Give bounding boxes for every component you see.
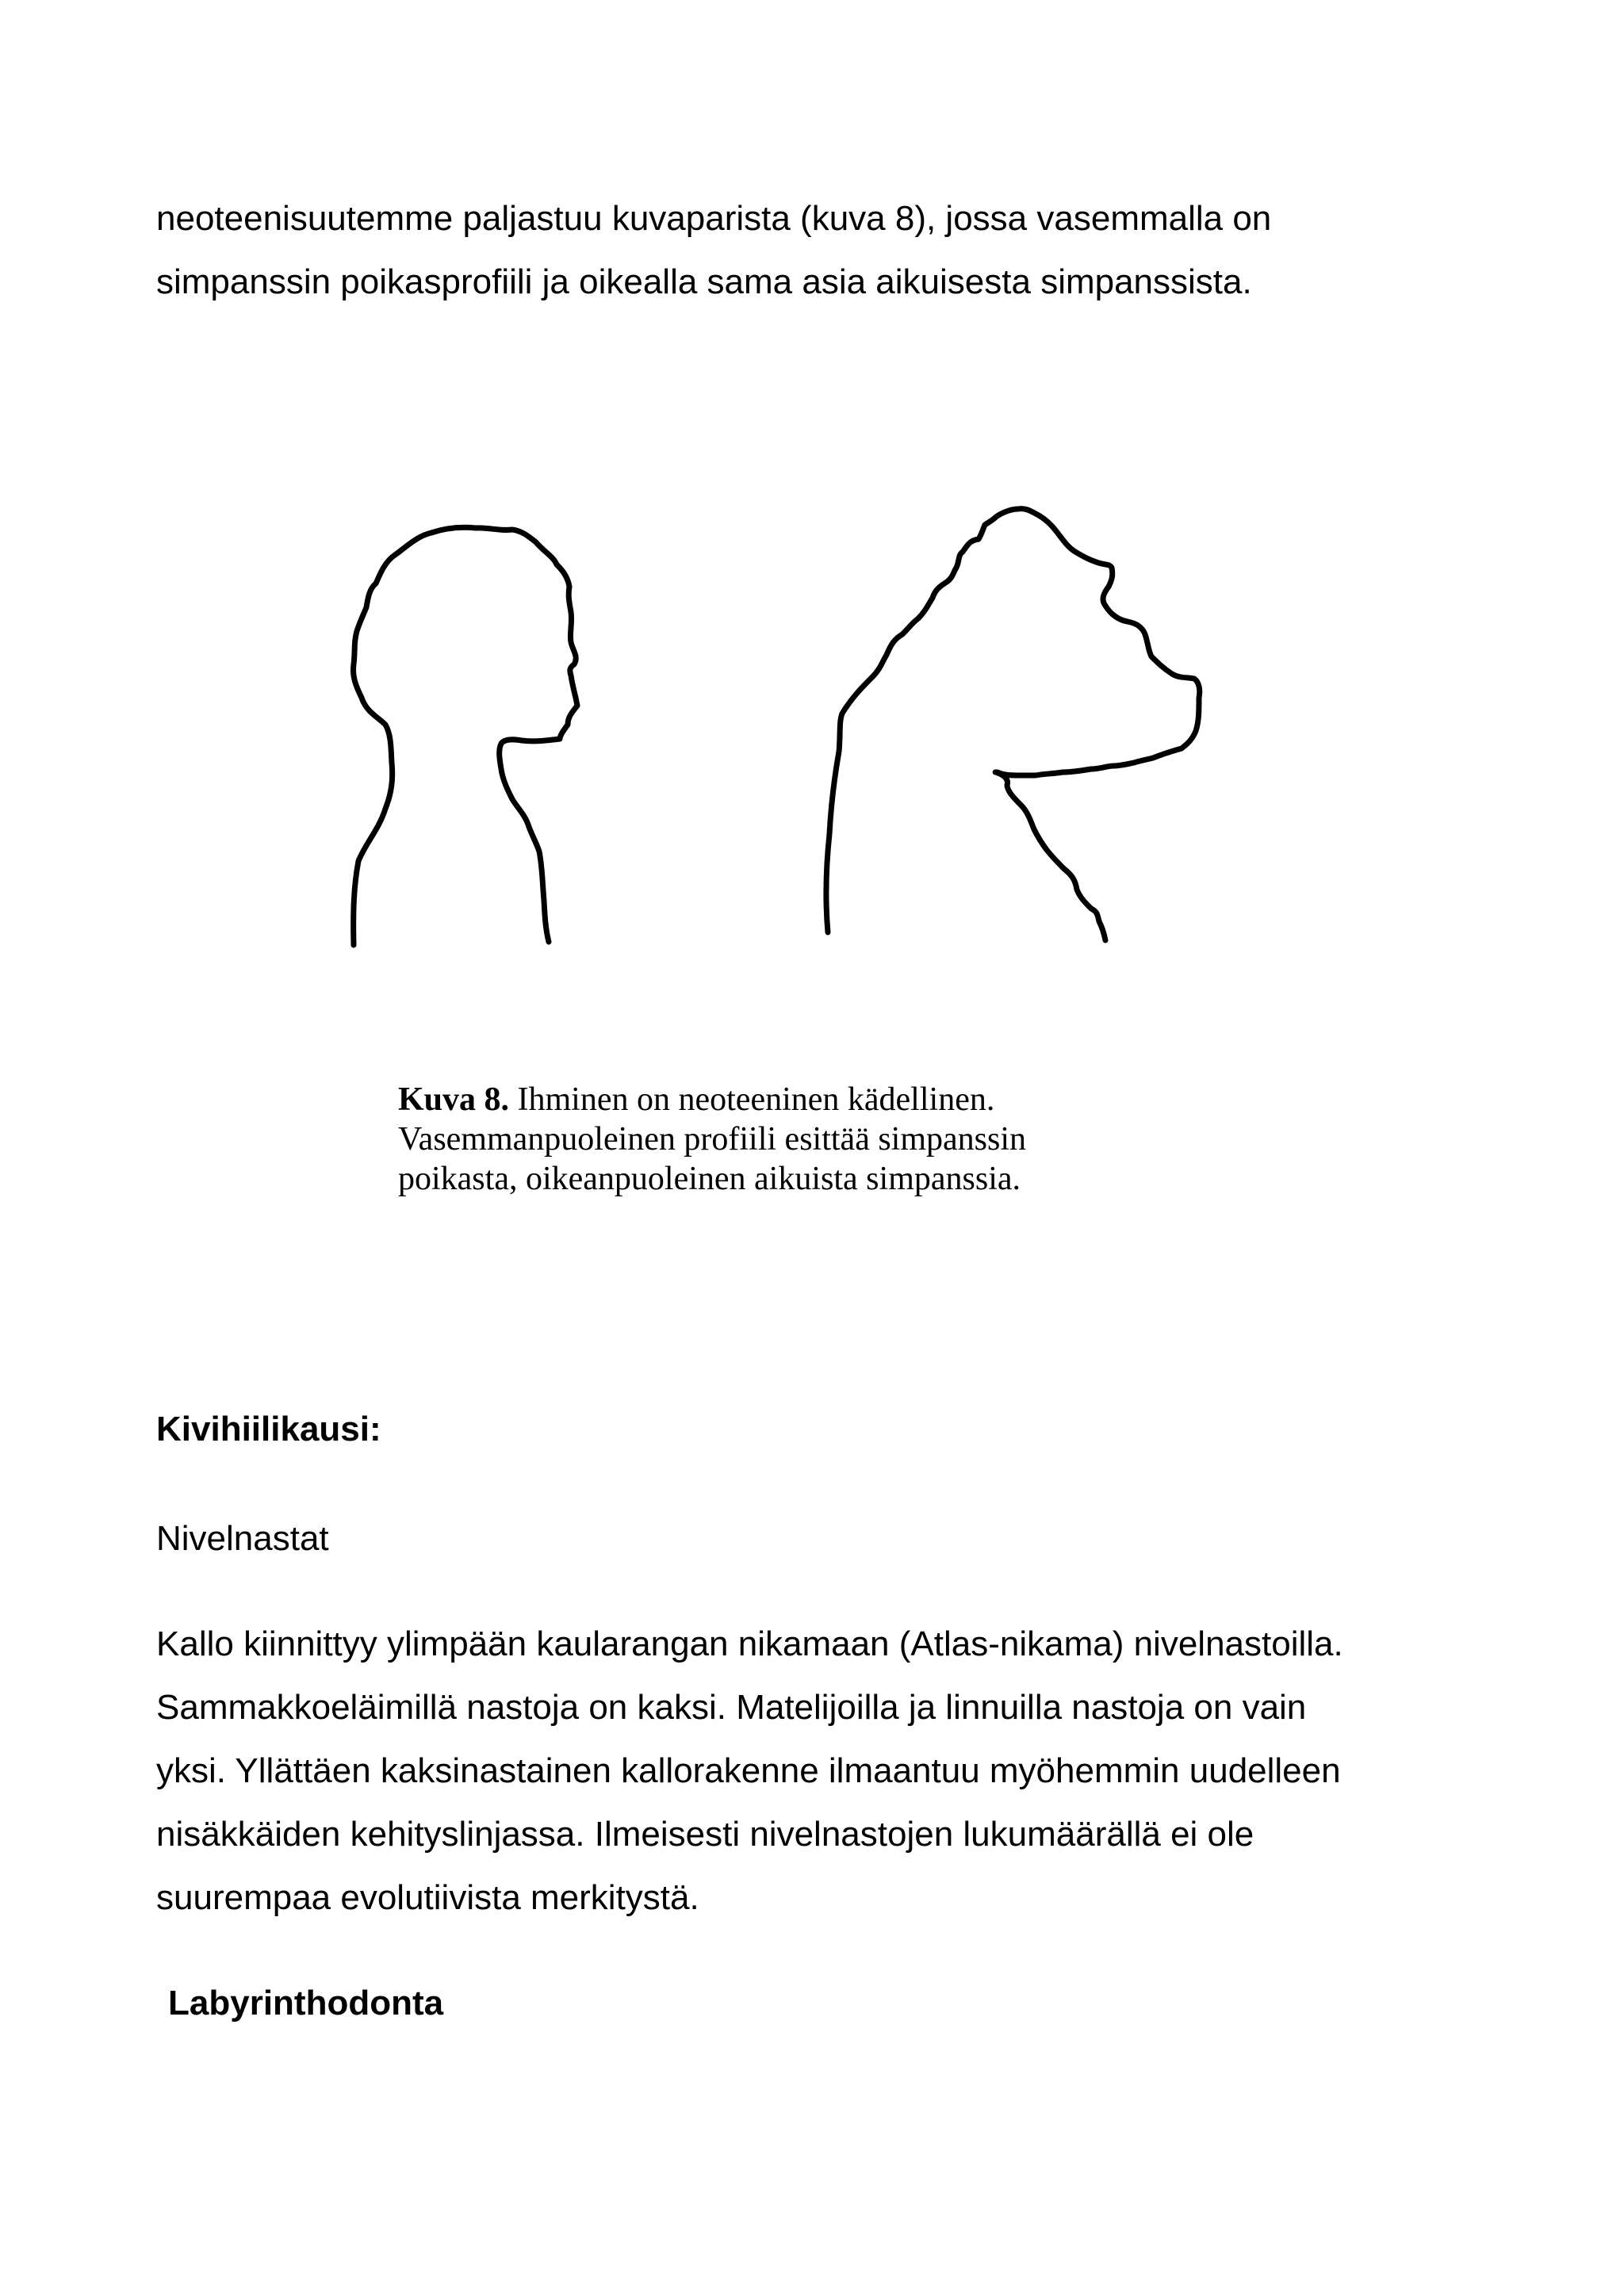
adult-profile-outline bbox=[826, 509, 1200, 940]
paragraph-line-3: yksi. Yllättäen kaksinastainen kallorakenne ilmaantuu myöhemmin uudelleen bbox=[156, 1751, 1341, 1790]
figure-8 bbox=[333, 492, 1221, 959]
caption-label: Kuva 8. bbox=[398, 1081, 510, 1118]
intro-line-1: neoteenisuutemme paljastuu kuvaparista (kuva 8), jossa vasemmalla on bbox=[156, 199, 1272, 238]
paragraph-line-1: Kallo kiinnittyy ylimpään kaularangan nikamaan (Atlas-nikama) nivelnastoilla. bbox=[156, 1624, 1343, 1663]
figure-caption bbox=[398, 1080, 1270, 1199]
section-subheading: Nivelnastat bbox=[156, 1519, 329, 1558]
juvenile-profile-outline bbox=[353, 527, 577, 945]
paragraph-line-4: nisäkkäiden kehityslinjassa. Ilmeisesti nivelnastojen lukumäärällä ei ole bbox=[156, 1815, 1254, 1854]
section-heading: Kivihiilikausi: bbox=[156, 1410, 381, 1448]
paragraph-line-5: suurempaa evolutiivista merkitystä. bbox=[156, 1878, 699, 1917]
caption-line-3: poikasta, oikeanpuoleinen aikuista simpanssia. bbox=[398, 1161, 1021, 1197]
caption-line-1: Ihminen on neoteeninen kädellinen. bbox=[509, 1081, 995, 1118]
intro-paragraph bbox=[156, 187, 1504, 314]
intro-line-2: simpanssin poikasprofiili ja oikealla sama asia aikuisesta simpanssista. bbox=[156, 262, 1252, 301]
paragraph-line-2: Sammakkoeläimillä nastoja on kaksi. Matelijoilla ja linnuilla nastoja on vain bbox=[156, 1688, 1307, 1727]
next-section-heading: Labyrinthodonta bbox=[168, 1984, 444, 2022]
body-paragraph bbox=[156, 1613, 1544, 1930]
caption-line-2: Vasemmanpuoleinen profiili esittää simpanssin bbox=[398, 1121, 1027, 1158]
